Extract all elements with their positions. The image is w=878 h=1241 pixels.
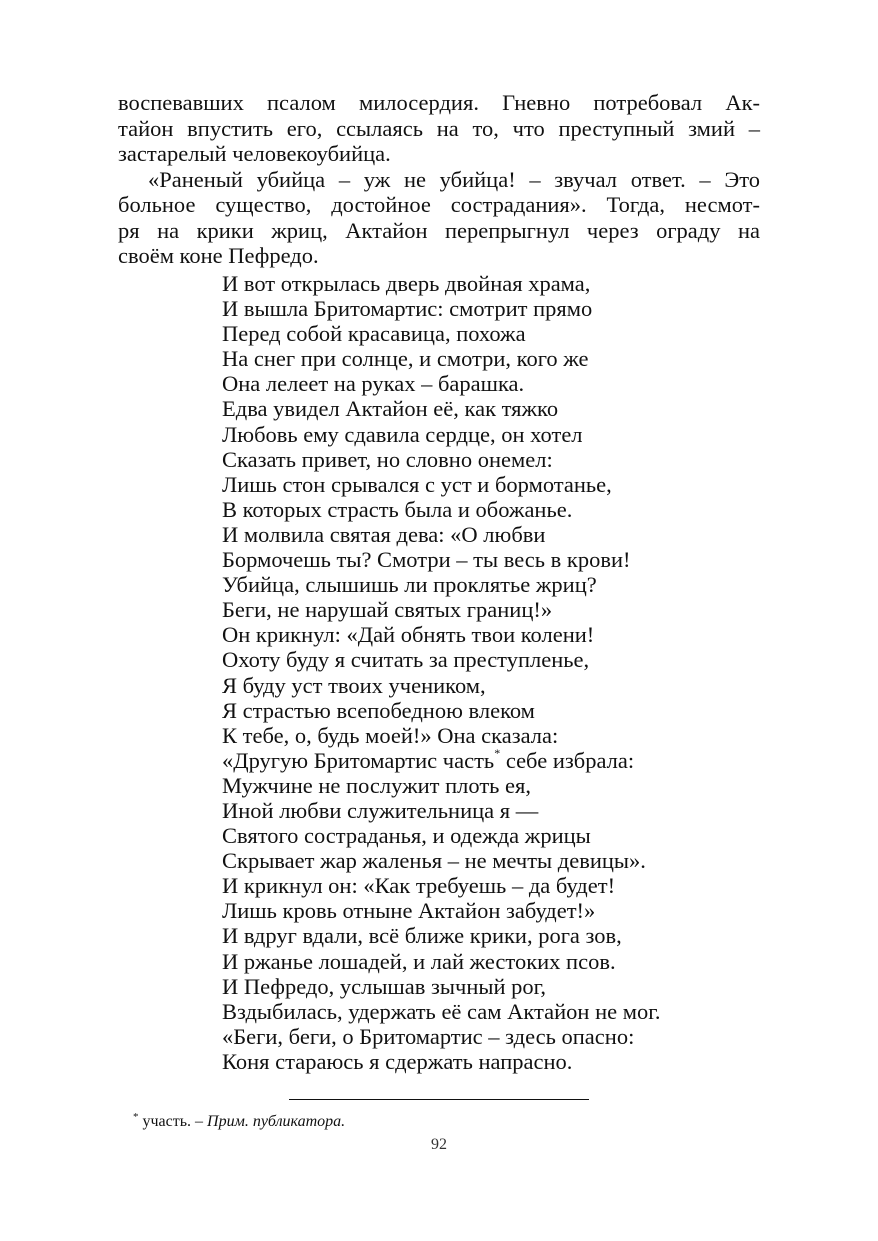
verse-line: И крикнул он: «Как требуешь – да будет! xyxy=(222,873,616,899)
verse-line: «Беги, беги, о Бритомартис – здесь опасно: xyxy=(222,1023,635,1049)
footnote-word: участь. xyxy=(142,1113,192,1130)
verse-line-part: себе избрала: xyxy=(500,747,635,773)
verse-line-with-footnote xyxy=(222,748,762,773)
verse-line: Святого состраданья, и одежда жрицы xyxy=(222,823,591,849)
paragraph-2-line-2: больное существо, достойное сострадания». Тогда, несмот- xyxy=(118,192,760,217)
paragraph-1-line-1: воспевавших псалом милосердия. Гневно потребовал Ак- xyxy=(118,90,760,115)
paragraph-2 xyxy=(118,167,760,269)
verse-line: Лишь стон срывался с уст и бормотанье, xyxy=(222,471,612,497)
verse-line: И Пефредо, услышав зычный рог, xyxy=(222,973,546,999)
footnote-dash: – xyxy=(191,1113,208,1130)
verse-line: Иной любви служительница я — xyxy=(222,797,539,823)
verse-line: Она лелеет на руках – барашка. xyxy=(222,371,525,397)
verse-block xyxy=(222,271,762,1074)
verse-line: Мужчине не послужит плоть ея, xyxy=(222,772,532,798)
verse-line: В которых страсть была и обожанье. xyxy=(222,496,573,522)
verse-line: Коня стараюсь я сдержать напрасно. xyxy=(222,1048,573,1074)
verse-line: Я страстью всепобедною влеком xyxy=(222,697,535,723)
verse-line: Любовь ему сдавила сердце, он хотел xyxy=(222,421,583,447)
page-number: 92 xyxy=(431,1136,447,1153)
verse-line: Охоту буду я считать за преступленье, xyxy=(222,647,590,673)
verse-line: Я буду уст твоих учеником, xyxy=(222,672,486,698)
verse-line: И ржанье лошадей, и лай жестоких псов. xyxy=(222,948,616,974)
verse-line: Перед собой красавица, похожа xyxy=(222,321,526,347)
footnote-mark: * xyxy=(133,1110,139,1123)
verse-line: На снег при солнце, и смотри, кого же xyxy=(222,346,589,372)
verse-line: Бормочешь ты? Смотри – ты весь в крови! xyxy=(222,547,631,573)
footnote-divider xyxy=(289,1099,589,1100)
verse-line: Беги, не нарушай святых границ!» xyxy=(222,597,553,623)
verse-line: И вдруг вдали, всё ближе крики, рога зов, xyxy=(222,923,622,949)
footnote xyxy=(133,1112,345,1132)
footnote-reference-mark[interactable]: * xyxy=(494,746,501,761)
verse-line: И молвила святая дева: «О любви xyxy=(222,521,546,547)
paragraph-1-line-2: тайон впустить его, ссылаясь на то, что преступный змий – xyxy=(118,115,760,141)
verse-line: И вышла Бритомартис: смотрит прямо xyxy=(222,296,593,322)
footnote-attribution: Прим. публикатора. xyxy=(207,1113,346,1130)
verse-line-part: «Другую Бритомартис часть xyxy=(222,747,495,773)
paragraph-2-line-1: «Раненый убийца – уж не убийца! – звучал ответ. – Это xyxy=(148,166,760,192)
verse-line: Убийца, слышишь ли проклятье жриц? xyxy=(222,572,597,598)
paragraph-1 xyxy=(118,90,760,167)
verse-line: Скрывает жар жаленья – не мечты девицы». xyxy=(222,848,646,874)
verse-line: Едва увидел Актайон её, как тяжко xyxy=(222,396,559,422)
paragraph-1-line-3: застарелый человекоубийца. xyxy=(118,141,391,166)
paragraph-2-line-4: своём коне Пефредо. xyxy=(118,243,319,268)
paragraph-2-line-3: ря на крики жриц, Актайон перепрыгнул через ограду на xyxy=(118,217,760,243)
verse-line: Лишь кровь отныне Актайон забудет!» xyxy=(222,898,596,924)
verse-line: К тебе, о, будь моей!» Она сказала: xyxy=(222,722,559,748)
verse-line: И вот открылась дверь двойная храма, xyxy=(222,271,591,296)
verse-line: Вздыбилась, удержать её сам Актайон не мог. xyxy=(222,998,661,1024)
verse-line: Сказать привет, но словно онемел: xyxy=(222,446,553,472)
verse-line: Он крикнул: «Дай обнять твои колени! xyxy=(222,622,595,648)
prose-block xyxy=(118,90,760,269)
